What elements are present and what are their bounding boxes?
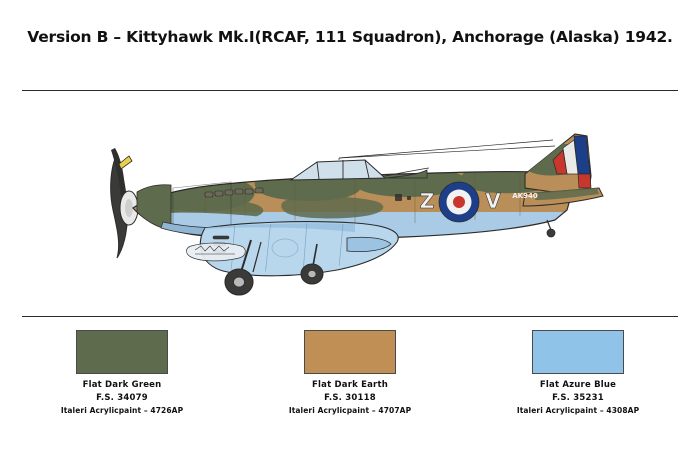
serial-number: AK940 xyxy=(512,192,538,200)
swatch-dark-earth xyxy=(250,330,450,450)
swatch-chip-dark-earth xyxy=(304,330,396,374)
swatch-name-dark-earth: Flat Dark Earth xyxy=(312,380,388,390)
swatch-chip-dark-green xyxy=(76,330,168,374)
code-letter-left: Z xyxy=(419,189,435,213)
swatch-fs-azure-blue: F.S. 35231 xyxy=(552,393,604,403)
swatch-chip-azure-blue xyxy=(532,330,624,374)
canopy xyxy=(291,160,429,180)
swatch-dark-green xyxy=(22,330,222,450)
code-letter-right: V xyxy=(485,189,501,213)
swatch-azure-blue xyxy=(478,330,678,450)
fuselage-roundel xyxy=(439,182,479,222)
swatch-fs-dark-green: F.S. 34079 xyxy=(96,393,148,403)
swatch-name-dark-green: Flat Dark Green xyxy=(82,380,162,390)
swatch-name-azure-blue: Flat Azure Blue xyxy=(539,380,617,390)
version-title-block xyxy=(0,28,700,46)
aerial-wires xyxy=(339,140,555,160)
divider-top xyxy=(22,90,678,91)
divider-bottom xyxy=(22,316,678,317)
nose-art xyxy=(187,243,246,261)
page-title: Version B – Kittyhawk Mk.I(RCAF, 111 Squadron), Anchorage (Alaska) 1942. xyxy=(27,28,673,46)
aircraft-illustration xyxy=(55,96,645,311)
swatch-paint-azure-blue: Italeri Acrylicpaint – 4308AP xyxy=(516,406,640,415)
swatch-paint-dark-green: Italeri Acrylicpaint – 4726AP xyxy=(60,406,184,415)
color-swatch-row xyxy=(22,330,678,450)
swatch-fs-dark-earth: F.S. 30118 xyxy=(324,393,376,403)
swatch-paint-dark-earth: Italeri Acrylicpaint – 4707AP xyxy=(288,406,412,415)
propeller xyxy=(111,148,138,258)
